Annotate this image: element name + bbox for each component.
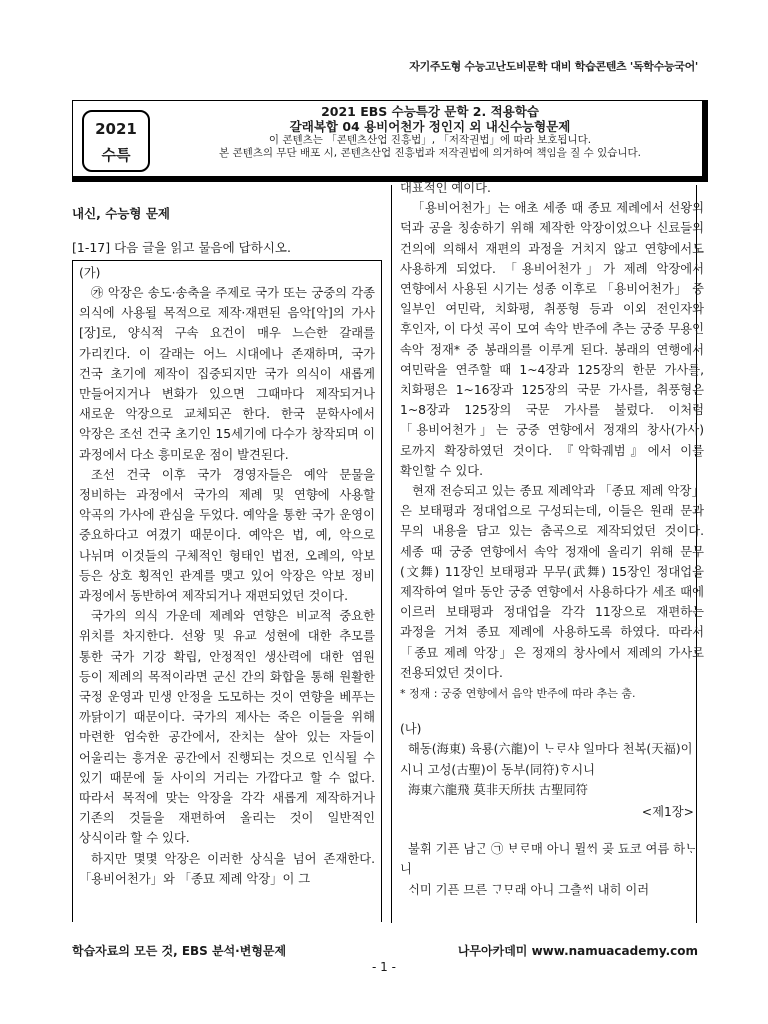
year-number: 2021: [95, 120, 137, 138]
poem-chapter-1-hanja: 海東六龍飛 莫非天所扶 古聖同符: [408, 783, 588, 798]
passage-paragraph-continued: 대표적인 예이다.: [400, 181, 491, 195]
passage-paragraph-4: 하지만 몇몇 악장은 이러한 상식을 넘어 존재한다. 「용비어천가」와 「종묘 제례 악장」이 그: [79, 851, 375, 886]
passage-right-column: [396, 178, 708, 923]
poem-chapter-2-line-1: 불휘 기픈 남ᄀᆞᆫ ㉠ ᄇᆞᄅᆞ매 아니 뮐ᄊᆡ 곶 됴코 여름 하ᄂᆞ니: [400, 841, 697, 877]
passage-paragraph-5: 「용비어천가」는 애초 세종 때 종묘 제례에서 선왕의 덕과 공을 칭송하기 위해 제작한 악장이었으나 신료들의 건의에 의해서 재편의 과정을 거치지 않고 연향에서도 사용하게 되었다. 「용비어천가」가 제례 악장에서 연향에서 사용된 시기는 성종 이후로 「용비어천가」 중 일부인 여민락, 치화평, 취풍형 등과 이외 전인자와 후인자, 이 다섯 곡이 모여 속악 반주에 추는 궁중 무용인 속악 정재* 중 봉래의를 이루게 된다. 봉래의 연행에서 여민락을 연주할 때 1~4장과 125장의 한문 가사를, 치화평은 1~16장과 125장의 국문 가사를, 취풍형은 1~8장과 125장의 국문 가사를 불렀다. 이처럼 「용비어천가」는 궁중 연향에서 정재의 창사(가사)로까지 확장하였던 것이다. 『악학궤범』에서 이를 확인할 수 있다.: [400, 201, 704, 478]
series-note: 자기주도형 수능고난도비문학 대비 학습콘텐츠 '독학수능국어': [409, 60, 698, 73]
passage-left-box: [72, 260, 382, 922]
header-title-1: 2021 EBS 수능특강 문학 2. 적용학습: [321, 104, 539, 119]
header-text: [160, 104, 700, 160]
passage-tag-ga: (가): [79, 266, 101, 280]
passage-paragraph-2: 조선 건국 이후 국가 경영자들은 예악 문물을 정비하는 과정에서 국가의 제례 및 연향에 사용할 악곡의 가사에 관심을 두었다. 예악을 통한 국가 운영이 중요하다고 여겼기 때문이다. 예악은 법, 예, 악으로 나뉘며 이것들의 구체적인 형태인 법전, 오례의, 악보 등은 상호 횡적인 관계를 맺고 있어 악장은 악보 정비 과정에서 동반하여 제작되거나 재편되었던 것이다.: [79, 467, 375, 604]
year-label: 수특: [101, 146, 131, 164]
year-badge: [82, 110, 150, 172]
passage-paragraph-1: ㉮ 악장은 송도·송축을 주제로 국가 또는 궁중의 각종 의식에 사용될 목적으로 제작·재편된 음악[악]의 가사[장]로, 양식적 구속 요건이 매우 느슨한 갈래를 가리킨다. 이 갈래는 어느 시대에나 존재하며, 국가 건국 초기에 제작이 집중되지만 국가 의식이 새롭게 만들어지거나 변화가 있으면 그때마다 제작되거나 새로운 악장으로 교체되곤 한다. 한국 문학사에서 악장은 조선 건국 초기인 15세기에 다수가 창작되며 이 과정에서 다소 흥미로운 점이 발견된다.: [79, 286, 375, 462]
footer-right: 나무아카데미 www.namuacademy.com: [457, 944, 698, 958]
header-title-2: 갈래복합 04 용비어천가 정인지 외 내신수능형문제: [289, 119, 571, 134]
footnote: * 정재 : 궁중 연향에서 음악 반주에 따라 추는 춤.: [400, 687, 636, 701]
page-number: - 1 -: [372, 960, 396, 974]
passage-paragraph-6: 현재 전승되고 있는 종묘 제례악과 「종묘 제례 악장」은 보태평과 정대업으로 구성되는데, 이들은 원래 문과 무의 내용을 담고 있는 춤곡으로 제작되었던 것이다. 세종 때 궁중 연향에서 속악 정재에 올리기 위해 문무(文舞) 11장인 보태평과 무무(武舞) 15장인 정대업을 제작하여 얼마 동안 궁중 연향에서 사용하다가 세조 때에 이르러 보태평과 정대업을 각각 11장으로 재편하는 과정을 거쳐 종묘 제례에 사용하도록 하였다. 따라서 「종묘 제례 악장」은 정재의 창사에서 제례의 가사로 전용되었던 것이다.: [400, 484, 704, 680]
question-instruction: [1-17] 다음 글을 읽고 물음에 답하시오.: [72, 240, 291, 255]
chapter-label-1: <제1장>: [641, 804, 694, 819]
passage-tag-na: (나): [400, 722, 422, 737]
copyright-notice-1: 이 콘텐츠는 「콘텐츠산업 진흥법」, 「저작권법」에 따라 보호됩니다.: [268, 134, 592, 146]
poem-chapter-2-line-2: ᄉᆡ미 기픈 므른 ᄀᆞᄆᆞ래 아니 그츨ᄊᆡ 내히 이러: [408, 882, 650, 897]
poem-chapter-1: 해동(海東) 육룡(六龍)이 ᄂᆞᄅᆞ샤 일마다 천복(天福)이시니 고성(古聖)이 동부(同符)ᄒᆞ시니: [400, 742, 693, 777]
passage-paragraph-3: 국가의 의식 가운데 제례와 연향은 비교적 중요한 위치를 차지한다. 선왕 및 유교 성현에 대한 추모를 통한 국가 기강 확립, 안정적인 생산력에 대한 염원 등이 제례의 목적이라면 군신 간의 화합을 통해 원활한 국정 운영과 민생 안정을 도모하는 것이 연향을 베푸는 까닭이기 때문이다. 국가의 제사는 죽은 이들을 위해 마련한 엄숙한 공간에서, 잔치는 살아 있는 자들이 어울리는 흥겨운 공간에서 진행되는 것으로 인식될 수 있기 때문에 둘 사이의 거리는 가깝다고 할 수 없다. 따라서 목적에 맞는 악장을 각각 새롭게 제작하거나 기존의 것들을 재편하여 올리는 것이 일반적인 상식이라 할 수 있다.: [79, 609, 375, 846]
section-title: 내신, 수능형 문제: [72, 206, 170, 221]
copyright-notice-2: 본 콘텐츠의 무단 배포 시, 콘텐츠산업 진흥법과 저작권법에 의거하여 책임을 질 수 있습니다.: [218, 147, 642, 159]
footer-left: 학습자료의 모든 것, EBS 분석·변형문제: [72, 944, 287, 958]
column-divider: [391, 185, 392, 923]
